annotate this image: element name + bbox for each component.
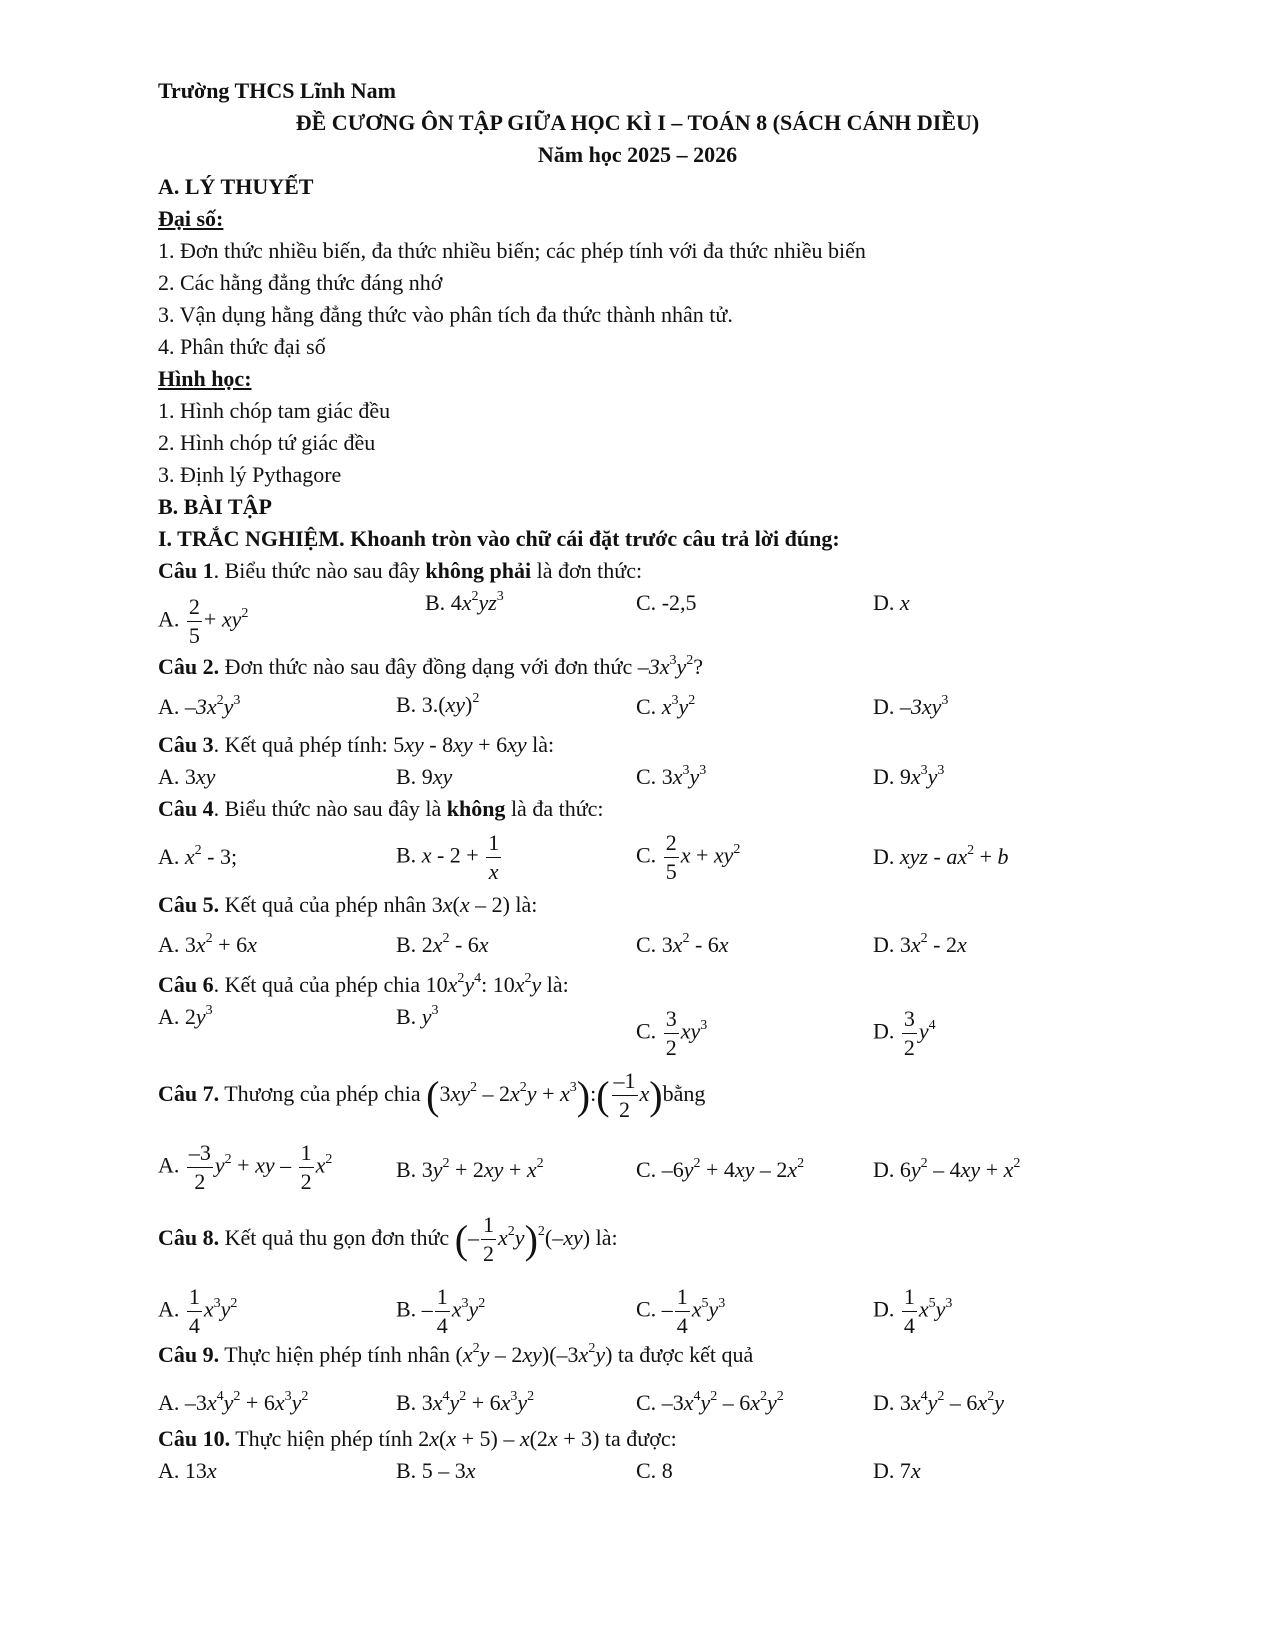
q2-option-b[interactable]: B. 3.(xy)$^2$ [396,691,480,717]
q2-option-a[interactable]: A. $-3x^2y^3$ [158,693,241,719]
algebra-heading: Đại số: [158,206,224,231]
q4-option-a[interactable]: A. $x^2 - 3$; [158,843,238,869]
q8-option-c[interactable]: C. – $\frac{1}{4}$ $x^5y^3$ [636,1284,726,1338]
q5-option-b[interactable]: B. $2x^2 - 6x$ [396,931,489,957]
question-8: Câu 8. Kết quả thu gọn đơn thức (– $\frac{1}{2}$ $x^2y)^2(-xy)$ là: [158,1212,618,1267]
q3-option-d[interactable]: D. $9x^3y^3$ [873,763,945,789]
q6-option-a[interactable]: A. $2y^3$ [158,1003,213,1029]
q6-option-b[interactable]: B. $y^3$ [396,1003,439,1029]
q1-option-d[interactable]: D. x [873,590,910,615]
algebra-item: 1. Đơn thức nhiều biến, đa thức nhiều biến; các phép tính với đa thức nhiều biến [158,238,866,263]
q8-option-b[interactable]: B. – $\frac{1}{4}$ $x^3y^2$ [396,1284,486,1338]
school-name: Trường THCS Lĩnh Nam [158,78,396,103]
algebra-item: 2. Các hằng đẳng thức đáng nhớ [158,270,443,295]
q2-option-c[interactable]: C. $x^3y^2$ [636,693,696,719]
q9-option-b[interactable]: B. $3x^4y^2 + 6x^3y^2$ [396,1389,535,1415]
question-4: Câu 4. Biểu thức nào sau đây là không là đa thức: [158,796,604,821]
q10-option-b[interactable]: B. 5 – 3x [396,1458,476,1483]
geometry-item: 1. Hình chóp tam giác đều [158,398,391,423]
question-9: Câu 9. Thực hiện phép tính nhân $(x^2y - 2xy)(-3x^2y)$ ta được kết quả [158,1341,754,1367]
q4-option-d[interactable]: D. xyz - $ax^2 + b$ [873,843,1009,869]
q9-option-d[interactable]: D. $3x^4y^2 - 6x^2y$ [873,1389,1004,1415]
q9-option-a[interactable]: A. $-3x^4y^2 + 6x^3y^2$ [158,1389,309,1415]
multiple-choice-heading: I. TRẮC NGHIỆM. Khoanh tròn vào chữ cái đặt trước câu trả lời đúng: [158,526,840,551]
question-2: Câu 2. Đơn thức nào sau đây đồng dạng với đơn thức $-3x^3y^2$? [158,653,704,679]
q7-option-a[interactable]: A. $\frac{-3}{2}$ $y^2$ + xy – $\frac{1}{2}$ $x^2$ [158,1140,333,1194]
q7-option-c[interactable]: C. $-6y^2 + 4xy - 2x^2$ [636,1156,805,1182]
q9-option-c[interactable]: C. $-3x^4y^2 - 6x^2y^2$ [636,1389,784,1415]
algebra-item: 4. Phân thức đại số [158,334,326,359]
q3-option-a[interactable]: A. 3xy [158,764,216,789]
q7-option-b[interactable]: B. $3y^2 + 2xy + x^2$ [396,1156,544,1182]
q10-option-d[interactable]: D. 7x [873,1458,921,1483]
question-6: Câu 6. Kết quả của phép chia $10x^2y^4$: $10x^2y$ là: [158,971,569,997]
question-3: Câu 3. Kết quả phép tính: 5xy - 8xy + 6xy là: [158,732,555,757]
q8-option-d[interactable]: D. $\frac{1}{4}$ $x^5y^3$ [873,1284,953,1338]
q1-option-a[interactable]: A. $\frac{2}{5}$ + $xy^2$ [158,594,249,648]
q6-option-c[interactable]: C. $\frac{3}{2}$ $xy^3$ [636,1006,708,1060]
q8-option-a[interactable]: A. $\frac{1}{4}$ $x^3y^2$ [158,1284,238,1338]
question-10: Câu 10. Thực hiện phép tính 2x(x + 5) – x(2x + 3) ta được: [158,1426,677,1451]
q5-option-a[interactable]: A. $3x^2 + 6x$ [158,931,257,957]
question-7: Câu 7. Thương của phép chia ($3xy^2 - 2x^2y$ + $x^3$):( $\frac{-1}{2}$ x)bằng [158,1068,706,1123]
q1-option-c[interactable]: C. -2,5 [636,590,697,615]
q10-option-c[interactable]: C. 8 [636,1458,673,1483]
geometry-item: 3. Định lý Pythagore [158,462,342,487]
q1-option-b[interactable]: B. $4x^2yz^3$ [425,589,504,615]
theory-heading: A. LÝ THUYẾT [158,174,314,199]
q2-option-d[interactable]: D. $-3xy^3$ [873,693,949,719]
question-1: Câu 1. Biểu thức nào sau đây không phải là đơn thức: [158,558,643,583]
q10-option-a[interactable]: A. 13x [158,1458,217,1483]
school-year: Năm học 2025 – 2026 [537,142,738,167]
q3-option-c[interactable]: C. $3x^3y^3$ [636,763,707,789]
q3-option-b[interactable]: B. 9xy [396,764,453,789]
algebra-item: 3. Vận dụng hằng đẳng thức vào phân tích đa thức thành nhân tử. [158,302,733,327]
exercises-heading: B. BÀI TẬP [158,494,272,519]
geometry-item: 2. Hình chóp tứ giác đều [158,430,376,455]
document-title: ĐỀ CƯƠNG ÔN TẬP GIỮA HỌC KÌ I – TOÁN 8 (SÁCH CÁNH DIỀU) [295,110,980,135]
q4-option-c[interactable]: C. $\frac{2}{5}$ $x + xy^2$ [636,830,741,884]
question-5: Câu 5. Kết quả của phép nhân 3x(x – 2) là: [158,892,538,917]
geometry-heading: Hình học: [158,366,252,391]
q7-option-d[interactable]: D. $6y^2 - 4xy + x^2$ [873,1156,1021,1182]
q5-option-c[interactable]: C. $3x^2 - 6x$ [636,931,729,957]
q5-option-d[interactable]: D. $3x^2 - 2x$ [873,931,967,957]
q4-option-b[interactable]: B. x - 2 + $\frac{1}{x}$ [396,830,500,884]
q6-option-d[interactable]: D. $\frac{3}{2}$ $y^4$ [873,1006,936,1060]
